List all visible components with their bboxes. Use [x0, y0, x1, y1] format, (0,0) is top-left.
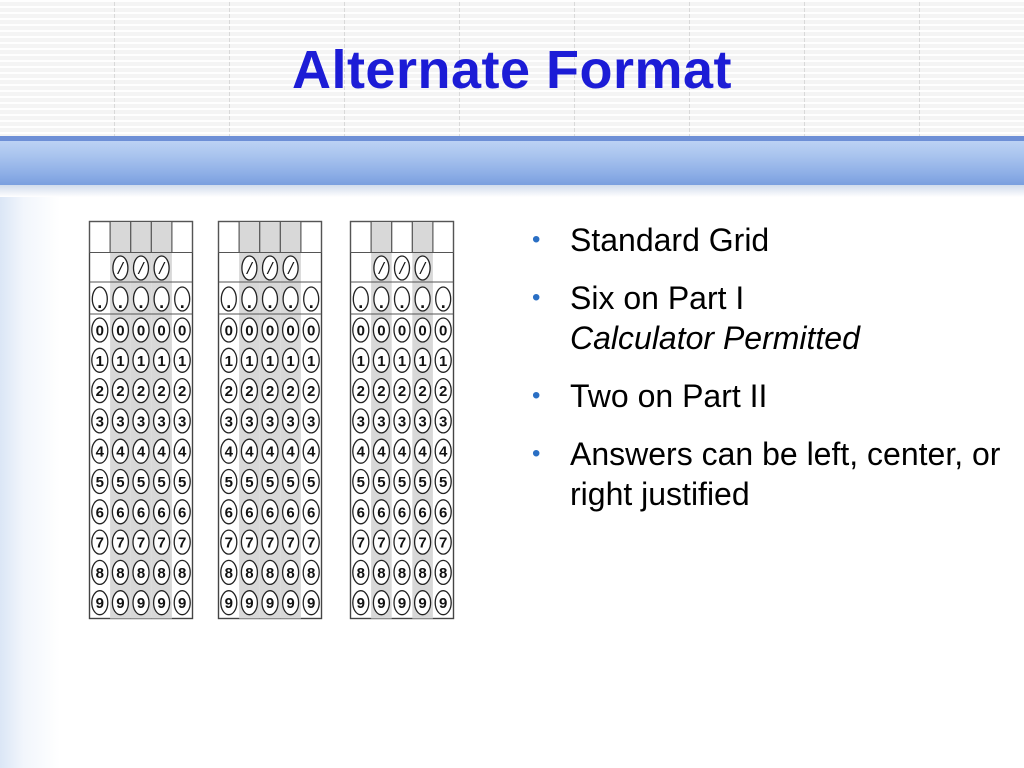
digit-label: 1 [397, 352, 407, 370]
digit-label: 3 [265, 413, 275, 431]
digit-label: 2 [439, 383, 448, 401]
slash-label: / [288, 259, 293, 278]
digit-label: 0 [245, 322, 254, 340]
digit-label: 5 [157, 474, 166, 491]
slash-label: / [159, 259, 164, 278]
digit-label: 9 [377, 595, 386, 613]
decimal-label: . [420, 292, 426, 312]
decimal-label: . [159, 292, 165, 312]
digit-label: 4 [157, 443, 166, 461]
slash-label: / [118, 259, 123, 278]
digit-label: 1 [157, 352, 166, 370]
digit-label: 8 [286, 564, 295, 582]
digit-label: 0 [377, 322, 386, 340]
digit-label: 7 [397, 534, 407, 552]
digit-label: 1 [265, 352, 275, 370]
digit-label: 6 [397, 504, 407, 522]
bullet-dot-icon: • [532, 382, 541, 409]
bullet-subtext: Calculator Permitted [570, 320, 860, 356]
slide-title: Alternate Format [291, 40, 733, 100]
decimal-label: . [226, 292, 232, 312]
digit-label: 0 [356, 322, 365, 340]
digit-label: 0 [178, 322, 187, 340]
digit-label: 1 [224, 352, 233, 370]
digit-label: 3 [178, 413, 187, 431]
digit-label: 7 [245, 534, 254, 552]
digit-label: 3 [136, 413, 146, 431]
digit-label: 6 [224, 504, 233, 522]
digit-label: 4 [136, 443, 146, 461]
digit-label: 8 [397, 564, 407, 582]
digit-label: 5 [286, 474, 295, 491]
digit-label: 9 [116, 595, 125, 613]
digit-label: 2 [377, 383, 386, 401]
digit-label: 6 [418, 504, 427, 522]
digit-label: 9 [356, 595, 365, 613]
bullet-item [530, 220, 1010, 260]
decimal-label: . [267, 292, 273, 312]
digit-label: 0 [418, 322, 427, 340]
digit-label: 9 [397, 595, 407, 613]
digit-label: 6 [157, 504, 166, 522]
digit-label: 7 [178, 534, 187, 552]
digit-label: 4 [224, 443, 233, 461]
digit-label: 1 [95, 352, 104, 370]
digit-label: 2 [397, 383, 407, 401]
digit-label: 4 [178, 443, 187, 461]
digit-label: 0 [157, 322, 166, 340]
digit-label: 0 [136, 322, 146, 340]
digit-label: 5 [136, 474, 146, 491]
header-band [0, 141, 1024, 185]
digit-label: 2 [356, 383, 365, 401]
digit-label: 2 [116, 383, 125, 401]
decimal-label: . [358, 292, 364, 312]
digit-label: 8 [116, 564, 125, 582]
decimal-label: . [440, 292, 446, 312]
digit-label: 3 [356, 413, 365, 431]
bullet-list [530, 220, 1010, 532]
slash-label: / [379, 259, 384, 278]
slash-label: / [138, 259, 144, 278]
digit-label: 8 [418, 564, 427, 582]
digit-label: 0 [439, 322, 448, 340]
digit-label: 7 [116, 534, 125, 552]
digit-label: 2 [418, 383, 427, 401]
digit-label: 5 [397, 474, 407, 491]
digit-label: 1 [136, 352, 146, 370]
digit-label: 2 [307, 383, 316, 401]
decimal-label: . [378, 292, 384, 312]
digit-label: 5 [418, 474, 427, 491]
digit-label: 8 [307, 564, 316, 582]
digit-label: 9 [265, 595, 275, 613]
digit-label: 6 [116, 504, 125, 522]
digit-label: 1 [178, 352, 187, 370]
digit-label: 7 [224, 534, 233, 552]
digit-label: 3 [439, 413, 448, 431]
digit-label: 3 [307, 413, 316, 431]
digit-label: 2 [157, 383, 166, 401]
answer-grid-3 [349, 220, 455, 620]
bullet-text: Two on Part II [570, 378, 768, 414]
slash-label: / [267, 259, 273, 278]
digit-label: 7 [439, 534, 448, 552]
decimal-label: . [138, 292, 144, 312]
bullet-item [530, 278, 1010, 358]
decimal-label: . [117, 292, 123, 312]
decimal-label: . [179, 292, 185, 312]
digit-label: 6 [245, 504, 254, 522]
digit-label: 5 [439, 474, 448, 491]
digit-label: 8 [157, 564, 166, 582]
bullet-dot-icon: • [532, 226, 541, 253]
digit-label: 4 [439, 443, 448, 461]
slash-label: / [420, 259, 425, 278]
bullet-text: Standard Grid [570, 222, 770, 258]
decimal-label: . [246, 292, 252, 312]
digit-label: 8 [265, 564, 275, 582]
digit-label: 5 [224, 474, 233, 491]
digit-label: 5 [377, 474, 386, 491]
decimal-label: . [97, 292, 103, 312]
digit-label: 1 [245, 352, 254, 370]
digit-label: 0 [95, 322, 104, 340]
digit-label: 5 [356, 474, 365, 491]
digit-label: 6 [439, 504, 448, 522]
decimal-label: . [308, 292, 314, 312]
digit-label: 8 [136, 564, 146, 582]
digit-label: 8 [224, 564, 233, 582]
digit-label: 3 [116, 413, 125, 431]
digit-label: 7 [418, 534, 427, 552]
digit-label: 1 [116, 352, 125, 370]
digit-label: 9 [224, 595, 233, 613]
digit-label: 5 [178, 474, 187, 491]
digit-label: 5 [95, 474, 104, 491]
bullet-dot-icon: • [532, 284, 541, 311]
digit-label: 4 [418, 443, 427, 461]
digit-label: 7 [157, 534, 166, 552]
digit-label: 9 [307, 595, 316, 613]
digit-label: 2 [224, 383, 233, 401]
digit-label: 9 [95, 595, 104, 613]
digit-label: 6 [307, 504, 316, 522]
digit-label: 3 [245, 413, 254, 431]
digit-label: 1 [286, 352, 295, 370]
digit-label: 1 [418, 352, 427, 370]
left-edge-glow [0, 197, 60, 768]
digit-label: 3 [224, 413, 233, 431]
digit-label: 4 [116, 443, 125, 461]
digit-label: 0 [116, 322, 125, 340]
digit-label: 0 [265, 322, 275, 340]
digit-label: 7 [356, 534, 365, 552]
digit-label: 0 [397, 322, 407, 340]
digit-label: 6 [265, 504, 275, 522]
digit-label: 9 [178, 595, 187, 613]
digit-label: 5 [265, 474, 275, 491]
digit-label: 6 [136, 504, 146, 522]
digit-label: 2 [136, 383, 146, 401]
digit-label: 9 [418, 595, 427, 613]
bullet-item [530, 434, 1010, 514]
digit-label: 1 [377, 352, 386, 370]
digit-label: 2 [178, 383, 187, 401]
answer-grid-2 [217, 220, 323, 620]
bullet-item [530, 376, 1010, 416]
digit-label: 2 [95, 383, 104, 401]
digit-label: 4 [286, 443, 295, 461]
digit-label: 7 [95, 534, 104, 552]
digit-label: 0 [286, 322, 295, 340]
digit-label: 3 [418, 413, 427, 431]
digit-label: 2 [245, 383, 254, 401]
digit-label: 2 [286, 383, 295, 401]
digit-label: 0 [224, 322, 233, 340]
digit-label: 8 [439, 564, 448, 582]
digit-label: 5 [307, 474, 316, 491]
digit-label: 6 [377, 504, 386, 522]
digit-label: 4 [356, 443, 365, 461]
digit-label: 8 [377, 564, 386, 582]
decimal-label: . [288, 292, 294, 312]
digit-label: 9 [245, 595, 254, 613]
bullet-text: Six on Part I [570, 280, 745, 316]
digit-label: 3 [157, 413, 166, 431]
digit-label: 7 [377, 534, 386, 552]
header-band-shadow [0, 185, 1024, 197]
digit-label: 8 [178, 564, 187, 582]
digit-label: 9 [136, 595, 146, 613]
decimal-label: . [399, 292, 405, 312]
digit-label: 9 [157, 595, 166, 613]
digit-label: 4 [95, 443, 104, 461]
digit-label: 8 [356, 564, 365, 582]
digit-label: 3 [397, 413, 407, 431]
answer-grid-1 [88, 220, 194, 620]
digit-label: 6 [178, 504, 187, 522]
digit-label: 1 [356, 352, 365, 370]
digit-label: 9 [439, 595, 448, 613]
digit-label: 7 [307, 534, 316, 552]
digit-label: 0 [307, 322, 316, 340]
digit-label: 4 [377, 443, 386, 461]
digit-label: 8 [95, 564, 104, 582]
slash-label: / [399, 259, 405, 278]
digit-label: 9 [286, 595, 295, 613]
digit-label: 2 [265, 383, 275, 401]
digit-label: 7 [265, 534, 275, 552]
digit-label: 4 [397, 443, 407, 461]
digit-label: 7 [136, 534, 146, 552]
digit-label: 6 [356, 504, 365, 522]
digit-label: 6 [95, 504, 104, 522]
bullet-dot-icon: • [532, 440, 541, 467]
digit-label: 3 [95, 413, 104, 431]
digit-label: 1 [439, 352, 448, 370]
digit-label: 4 [307, 443, 316, 461]
digit-label: 3 [286, 413, 295, 431]
digit-label: 7 [286, 534, 295, 552]
slash-label: / [247, 259, 252, 278]
digit-label: 5 [245, 474, 254, 491]
digit-label: 6 [286, 504, 295, 522]
digit-label: 3 [377, 413, 386, 431]
bullet-text: Answers can be left, center, or right justified [570, 436, 1001, 512]
digit-label: 5 [116, 474, 125, 491]
digit-label: 1 [307, 352, 316, 370]
digit-label: 4 [245, 443, 254, 461]
digit-label: 8 [245, 564, 254, 582]
digit-label: 4 [265, 443, 275, 461]
